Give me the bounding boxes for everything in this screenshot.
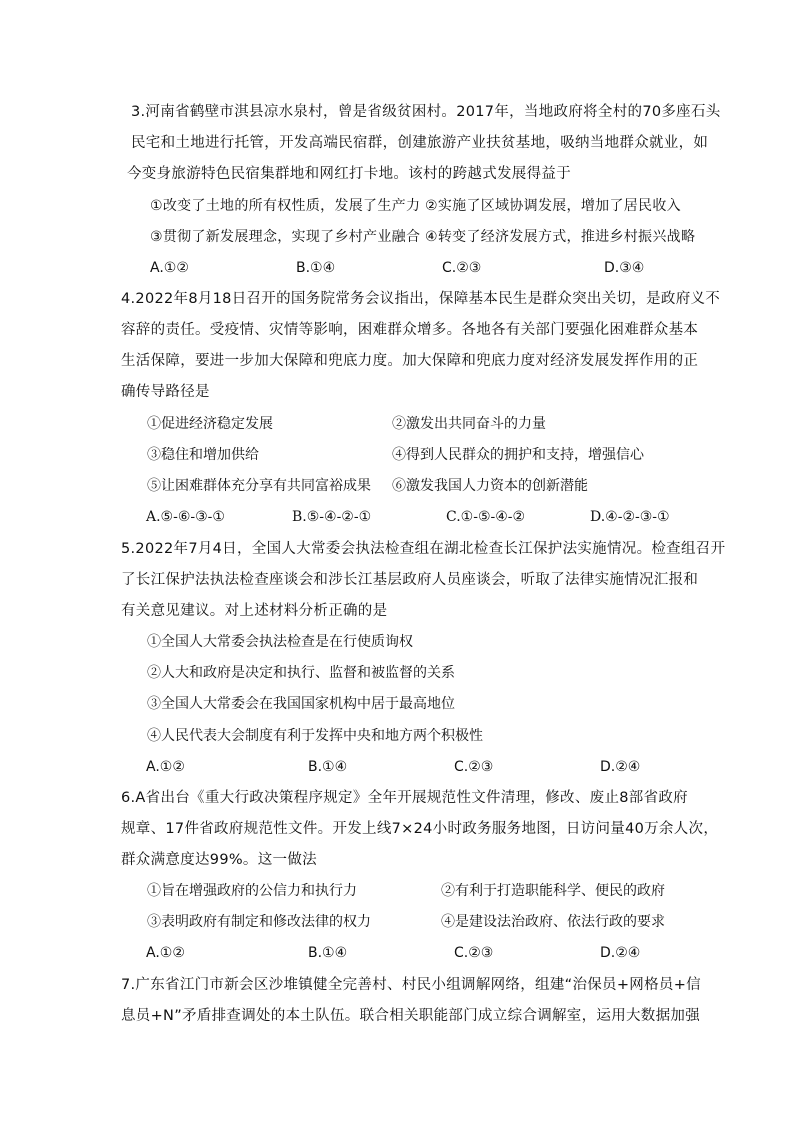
question-3-choice-b: B.①④ [296,260,336,276]
question-6-choice-c: C.②③ [454,945,494,961]
question-4-item-3: ③稳住和增加供给 [147,447,259,463]
question-6-item-3: ③表明政府有制定和修改法律的权力 [147,914,371,930]
question-5-stem-line-1: 5.2022年7月4日，全国人大常委会执法检查组在湖北检查长江保护法实施情况。检查组召开 [121,541,726,557]
question-6-item-4: ④是建设法治政府、依法行政的要求 [441,914,665,930]
question-6-choice-b: B.①④ [308,945,348,961]
question-7-stem-line-2: 息员+N”矛盾排查调处的本土队伍。联合相关职能部门成立综合调解室，运用大数据加强 [121,1008,701,1024]
question-6-item-2: ②有利于打造职能科学、便民的政府 [441,883,665,899]
question-6-item-1: ①旨在增强政府的公信力和执行力 [147,883,357,899]
question-6-stem-line-3: 群众满意度达99%。这一做法 [121,852,317,868]
question-4-stem-line-4: 确传导路径是 [121,384,210,400]
question-4-stem-line-1: 4.2022年8月18日召开的国务院常务会议指出，保障基本民生是群众突出关切，是政府义不 [121,291,721,307]
question-5-item-3: ③全国人大常委会在我国国家机构中居于最高地位 [147,696,455,712]
question-5-choice-a: A.①② [146,759,185,775]
question-7-stem-line-1: 7.广东省江门市新会区沙堆镇健全完善村、村民小组调解网络，组建“治保员+网格员+信 [121,977,701,993]
question-5-item-2: ②人大和政府是决定和执行、监督和被监督的关系 [147,665,455,681]
question-5-stem-line-3: 有关意见建议。对上述材料分析正确的是 [121,603,388,619]
question-5-choice-b: B.①④ [308,759,348,775]
question-4-stem-line-2: 容辞的责任。受疫情、灾情等影响，困难群众增多。各地各有关部门要强化困难群众基本 [121,322,699,338]
question-4-item-2: ②激发出共同奋斗的力量 [392,416,546,432]
question-5-choice-d: D.②④ [600,759,641,775]
question-3-item-line-1: ①改变了土地的所有权性质，发展了生产力 ②实施了区域协调发展，增加了居民收入 [150,198,681,214]
question-3-stem-line-3: 今变身旅游特色民宿集群地和网红打卡地。该村的跨越式发展得益于 [127,166,571,182]
question-4-choice-c: C.①-⑤-④-② [446,509,526,525]
question-5-item-1: ①全国人大常委会执法检查是在行使质询权 [147,634,413,650]
question-3-stem-line-2: 民宅和土地进行托管，开发高端民宿群，创建旅游产业扶贫基地，吸纳当地群众就业，如 [131,135,709,151]
question-6-choice-a: A.①② [146,945,185,961]
question-5-item-4: ④人民代表大会制度有利于发挥中央和地方两个积极性 [147,728,483,744]
question-4-stem-line-3: 生活保障，要进一步加大保障和兜底力度。加大保障和兜底力度对经济发展发挥作用的正 [121,353,699,369]
question-4-item-6: ⑥激发我国人力资本的创新潜能 [392,478,588,494]
question-4-choice-a: A.⑤-⑥-③-① [146,509,225,525]
question-6-stem-line-1: 6.A省出台《重大行政决策程序规定》全年开展规范性文件清理，修改、废止8部省政府 [121,790,688,806]
question-5-choice-c: C.②③ [454,759,494,775]
question-4-item-1: ①促进经济稳定发展 [147,416,273,432]
question-4-item-4: ④得到人民群众的拥护和支持，增强信心 [392,447,644,463]
question-6-choice-d: D.②④ [600,945,641,961]
question-5-stem-line-2: 了长江保护法执法检查座谈会和涉长江基层政府人员座谈会，听取了法律实施情况汇报和 [121,572,699,588]
question-4-choice-b: B.⑤-④-②-① [292,509,372,525]
question-3-choice-c: C.②③ [442,260,482,276]
question-4-item-5: ⑤让困难群体充分享有共同富裕成果 [147,478,371,494]
question-3-choice-d: D.③④ [604,260,645,276]
question-3-item-line-2: ③贯彻了新发展理念，实现了乡村产业融合 ④转变了经济发展方式，推进乡村振兴战略 [150,229,696,245]
question-3-choice-a: A.①② [150,260,189,276]
question-6-stem-line-2: 规章、17件省政府规范性文件。开发上线7×24小时政务服务地图，日访问量40万余人次， [121,821,719,837]
question-3-stem-line-1: 3.河南省鹤壁市淇县凉水泉村，曾是省级贫困村。2017年，当地政府将全村的70多座石头 [131,104,721,120]
question-4-choice-d: D.④-②-③-① [590,509,670,525]
